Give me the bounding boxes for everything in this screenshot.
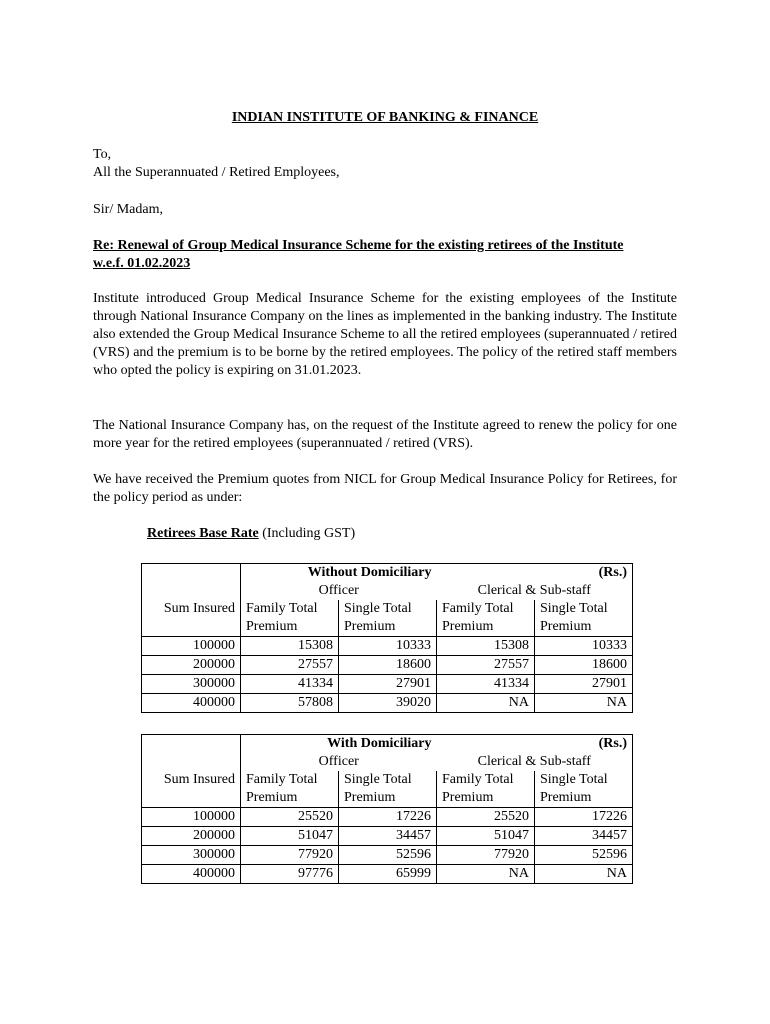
premium-cell: 15308 bbox=[437, 637, 535, 656]
premium-cell: 27901 bbox=[535, 675, 633, 694]
sum-insured-cell: 400000 bbox=[142, 865, 241, 884]
premium-cell: 77920 bbox=[437, 846, 535, 865]
premium-header: Premium bbox=[437, 618, 535, 637]
premium-cell: 51047 bbox=[241, 827, 339, 846]
subject-line bbox=[93, 237, 677, 273]
address-to: To, bbox=[93, 147, 112, 162]
table-row bbox=[142, 865, 633, 884]
premium-header: Premium bbox=[339, 618, 437, 637]
premium-header: Premium bbox=[535, 618, 633, 637]
premium-cell: 57808 bbox=[241, 694, 339, 713]
currency-label: (Rs.) bbox=[437, 735, 633, 754]
sum-insured-cell: 400000 bbox=[142, 694, 241, 713]
family-total-header: Family Total bbox=[241, 600, 339, 618]
officer-header: Officer bbox=[318, 583, 359, 598]
sum-insured-cell: 100000 bbox=[142, 808, 241, 827]
sum-insured-cell: 300000 bbox=[142, 675, 241, 694]
premium-cell: 77920 bbox=[241, 846, 339, 865]
premium-cell: 17226 bbox=[339, 808, 437, 827]
premium-cell: NA bbox=[437, 694, 535, 713]
address-block bbox=[93, 146, 677, 182]
premium-cell: 10333 bbox=[339, 637, 437, 656]
premium-cell: 25520 bbox=[241, 808, 339, 827]
subject-line-2: w.e.f. 01.02.2023 bbox=[93, 256, 191, 271]
premium-cell: 27557 bbox=[437, 656, 535, 675]
table-row bbox=[142, 637, 633, 656]
premium-cell: 51047 bbox=[437, 827, 535, 846]
premium-header: Premium bbox=[437, 789, 535, 808]
premium-cell: NA bbox=[535, 694, 633, 713]
single-total-header: Single Total bbox=[535, 771, 633, 789]
officer-header: Officer bbox=[318, 754, 359, 769]
page-title: INDIAN INSTITUTE OF BANKING & FINANCE bbox=[231, 110, 539, 125]
premium-cell: 34457 bbox=[535, 827, 633, 846]
premium-cell: 41334 bbox=[437, 675, 535, 694]
premium-cell: 18600 bbox=[339, 656, 437, 675]
paragraph-renewal: The National Insurance Company has, on the request of the Institute agreed to renew the policy for one more year for the retired employees (superannuated / retired (VRS). bbox=[93, 418, 677, 451]
premium-cell: 10333 bbox=[535, 637, 633, 656]
table-row bbox=[142, 808, 633, 827]
table-row bbox=[142, 827, 633, 846]
premium-cell: 97776 bbox=[241, 865, 339, 884]
clerical-header: Clerical & Sub-staff bbox=[437, 582, 633, 600]
family-total-header: Family Total bbox=[241, 771, 339, 789]
table-row bbox=[142, 675, 633, 694]
premium-cell: 39020 bbox=[339, 694, 437, 713]
sum-insured-cell: 300000 bbox=[142, 846, 241, 865]
table-with-domiciliary bbox=[141, 734, 633, 884]
family-total-header: Family Total bbox=[437, 771, 535, 789]
premium-cell: 52596 bbox=[535, 846, 633, 865]
premium-cell: 18600 bbox=[535, 656, 633, 675]
premium-cell: 25520 bbox=[437, 808, 535, 827]
base-rate-heading bbox=[147, 526, 355, 542]
premium-cell: 17226 bbox=[535, 808, 633, 827]
premium-cell: 27557 bbox=[241, 656, 339, 675]
address-recipients: All the Superannuated / Retired Employees, bbox=[93, 165, 340, 180]
premium-header: Premium bbox=[339, 789, 437, 808]
premium-cell: 65999 bbox=[339, 865, 437, 884]
family-total-header: Family Total bbox=[437, 600, 535, 618]
base-rate-note: (Including GST) bbox=[258, 526, 356, 541]
premium-cell: 34457 bbox=[339, 827, 437, 846]
premium-header: Premium bbox=[535, 789, 633, 808]
premium-cell: NA bbox=[437, 865, 535, 884]
subject-line-1: Re: Renewal of Group Medical Insurance Scheme for the existing retirees of the Institute bbox=[93, 238, 624, 253]
premium-cell: 15308 bbox=[241, 637, 339, 656]
table-title: With Domiciliary bbox=[241, 735, 437, 754]
premium-header: Premium bbox=[241, 789, 339, 808]
sum-insured-header: Sum Insured bbox=[142, 771, 241, 789]
base-rate-label: Retirees Base Rate bbox=[147, 526, 259, 541]
table-row bbox=[142, 656, 633, 675]
table-title: Without Domiciliary bbox=[241, 564, 437, 583]
single-total-header: Single Total bbox=[339, 771, 437, 789]
table-without-domiciliary bbox=[141, 563, 633, 713]
sum-insured-cell: 200000 bbox=[142, 827, 241, 846]
paragraph-quotes: We have received the Premium quotes from NICL for Group Medical Insurance Policy for Retirees, for the policy period as under: bbox=[93, 472, 677, 505]
sum-insured-header: Sum Insured bbox=[142, 600, 241, 618]
currency-label: (Rs.) bbox=[437, 564, 633, 583]
single-total-header: Single Total bbox=[339, 600, 437, 618]
table-row bbox=[142, 846, 633, 865]
premium-header: Premium bbox=[241, 618, 339, 637]
premium-cell: 52596 bbox=[339, 846, 437, 865]
salutation: Sir/ Madam, bbox=[93, 202, 163, 217]
premium-cell: 27901 bbox=[339, 675, 437, 694]
sum-insured-cell: 200000 bbox=[142, 656, 241, 675]
premium-cell: NA bbox=[535, 865, 633, 884]
sum-insured-cell: 100000 bbox=[142, 637, 241, 656]
single-total-header: Single Total bbox=[535, 600, 633, 618]
table-row bbox=[142, 694, 633, 713]
paragraph-intro: Institute introduced Group Medical Insurance Scheme for the existing employees of the Institute through National Insurance Company on the lines as implemented in the banking industry. The Institute also extended the Group Medical Insurance Scheme to all the retired employees (superannuated / retired (VRS) and the premium is to be borne by the retired employees. The policy of the retired staff members who opted the policy is expiring on 31.01.2023. bbox=[93, 291, 677, 378]
clerical-header: Clerical & Sub-staff bbox=[437, 753, 633, 771]
premium-cell: 41334 bbox=[241, 675, 339, 694]
